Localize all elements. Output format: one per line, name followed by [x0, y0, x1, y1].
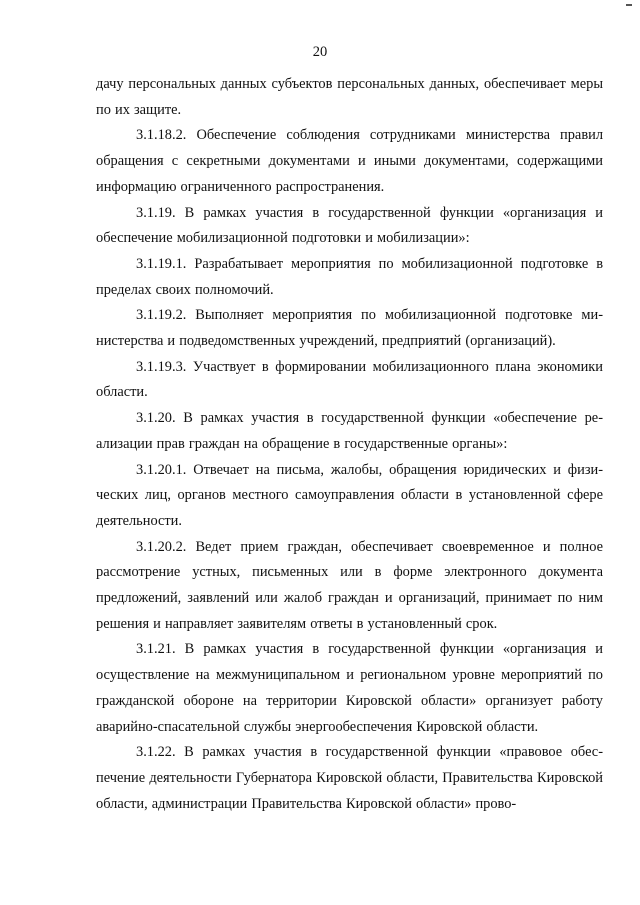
paragraph-3-1-19-3: 3.1.19.3. Участвует в формировании мобилизационного плана экономики области. [96, 358, 603, 401]
page-number: 20 [312, 44, 328, 60]
paragraph-3-1-22: 3.1.22. В рамках участия в государственной функции «правовое обеспечение деятельности Губернатора Кировской области, Правительства Кировской области, администрации Правительства Кировской области» прово- [96, 744, 603, 812]
scan-mark [626, 4, 632, 6]
paragraph-3-1-21: 3.1.21. В рамках участия в государственной функции «организация и осуществление на межмуниципальном и региональном уровне мероприятий по гражданской обороне на территории Кировской области» организует работу аварийно-спасательной службы энергообеспечения Кировской области. [96, 641, 603, 735]
paragraph-3-1-19-2: 3.1.19.2. Выполняет мероприятия по мобилизационной подготовке министерства и подведомственных учреждений, предприятий (организаций). [96, 307, 603, 350]
document-body [96, 72, 603, 817]
paragraph-3-1-20: 3.1.20. В рамках участия в государственной функции «обеспечение реализации прав граждан на обращение в государственные органы»: [96, 410, 603, 452]
paragraph-3-1-20-2: 3.1.20.2. Ведет прием граждан, обеспечивает своевременное и полное рассмотрение устных, письменных или в форме электронного документа предложений, заявлений или жалоб граждан и организаций, принимает по ним решения и направляет заявителям ответы в установленный срок. [96, 538, 603, 632]
paragraph-3-1-18-2: 3.1.18.2. Обеспечение соблюдения сотрудниками министерства правил обращения с секретными документами и иными документами, содержащими информацию ограниченного распространения. [96, 127, 603, 195]
paragraph-3-1-20-1: 3.1.20.1. Отвечает на письма, жалобы, обращения юридических и физических лиц, органов местного самоуправления области в установленной сфере деятельности. [96, 461, 603, 529]
paragraph-3-1-19: 3.1.19. В рамках участия в государственной функции «организация и обеспечение мобилизационной подготовки и мобилизации»: [96, 204, 603, 247]
paragraph-continued: дачу персональных данных субъектов персональных данных, обеспечивает меры по их защите. [96, 76, 603, 118]
paragraph-3-1-19-1: 3.1.19.1. Разрабатывает мероприятия по мобилизационной подготовке в пределах своих полномочий. [96, 255, 603, 298]
